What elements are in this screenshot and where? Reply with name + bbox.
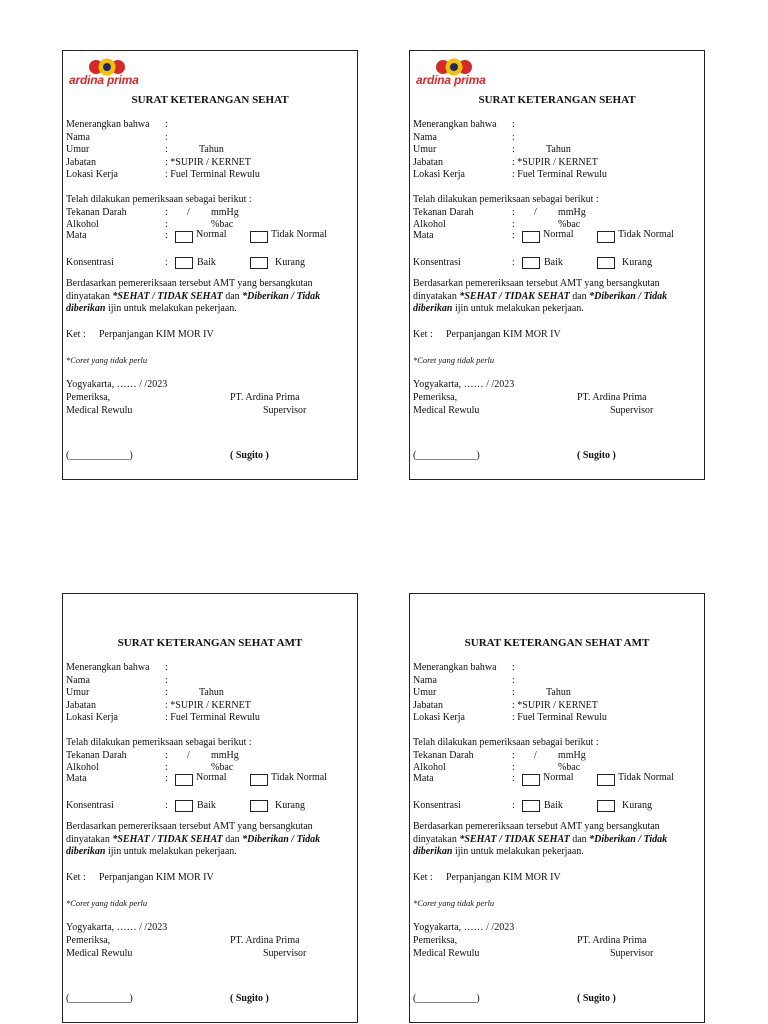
mata-normal-label: Normal <box>543 228 574 240</box>
label-lokasi-kerja: Lokasi Kerja <box>66 169 118 180</box>
certificate-card <box>62 593 358 1023</box>
label-lokasi-kerja: Lokasi Kerja <box>413 712 465 723</box>
konsentrasi-kurang-checkbox[interactable] <box>250 257 268 269</box>
label-menerangkan: Menerangkan bahwa <box>413 662 497 673</box>
konsentrasi-baik-checkbox[interactable] <box>522 257 540 269</box>
statement-paragraph <box>413 278 701 316</box>
coret-note: *Coret yang tidak perlu <box>66 898 148 908</box>
exam-intro: Telah dilakukan pemeriksaan sebagai berikut : <box>413 737 599 748</box>
statement-text: Berdasarkan pemereriksaan tersebut AMT yang bersangkutan dinyatakan <box>66 821 313 845</box>
document-title: SURAT KETERANGAN SEHAT <box>131 94 289 106</box>
label-lokasi-kerja: Lokasi Kerja <box>66 712 118 723</box>
label-nama: Nama <box>413 131 437 143</box>
company-label: PT. Ardina Prima <box>577 391 647 403</box>
colon: : <box>512 800 515 811</box>
logo-wordmark: ardina prima <box>416 73 486 87</box>
mata-normal-checkbox[interactable] <box>175 231 193 243</box>
ket-value: Perpanjangan KIM MOR IV <box>446 872 561 883</box>
ardina-prima-logo <box>414 57 498 89</box>
pemeriksa-label: Pemeriksa, <box>66 934 111 946</box>
colon: : <box>512 674 515 686</box>
ket-value: Perpanjangan KIM MOR IV <box>99 872 214 883</box>
label-menerangkan: Menerangkan bahwa <box>66 119 150 130</box>
ket-value: Perpanjangan KIM MOR IV <box>446 329 561 340</box>
mata-tidak-normal-label: Tidak Normal <box>618 771 675 783</box>
tekanan-unit: mmHg <box>211 749 239 761</box>
exam-intro: Telah dilakukan pemeriksaan sebagai berikut : <box>413 194 599 205</box>
certificate-card <box>409 593 705 1023</box>
examiner-signature-line: (____________) <box>66 450 133 461</box>
lokasi-value: : Fuel Terminal Rewulu <box>512 712 607 723</box>
colon: : <box>165 749 168 761</box>
supervisor-signature-name: ( Sugito ) <box>230 993 269 1004</box>
label-menerangkan: Menerangkan bahwa <box>413 119 497 130</box>
label-mata: Mata <box>66 772 87 784</box>
statement-text: ijin untuk melakukan pekerjaan. <box>452 846 584 857</box>
ket-label: Ket : <box>413 329 433 340</box>
label-konsentrasi: Konsentrasi <box>66 257 114 268</box>
konsentrasi-baik-checkbox[interactable] <box>522 800 540 812</box>
konsentrasi-baik-label: Baik <box>544 257 563 268</box>
tekanan-slash: / <box>534 206 537 218</box>
medical-label: Medical Rewulu <box>413 947 480 959</box>
colon: : <box>512 762 515 773</box>
statement-ijin-option: *Diberikan / Tidak diberikan <box>413 290 668 314</box>
mata-tidak-normal-label: Tidak Normal <box>271 771 328 783</box>
colon: : <box>165 119 168 130</box>
certificate-card <box>409 50 705 480</box>
colon: : <box>165 674 168 686</box>
statement-sehat-option: *SEHAT / TIDAK SEHAT <box>459 290 570 302</box>
colon: : <box>512 687 515 698</box>
supervisor-label: Supervisor <box>610 947 654 959</box>
label-mata: Mata <box>66 229 87 241</box>
pemeriksa-label: Pemeriksa, <box>66 391 111 403</box>
document-title: SURAT KETERANGAN SEHAT AMT <box>464 637 650 649</box>
label-umur: Umur <box>66 144 90 155</box>
statement-paragraph <box>66 821 354 859</box>
logo-wordmark: ardina prima <box>69 73 139 87</box>
document-title: SURAT KETERANGAN SEHAT <box>478 94 636 106</box>
tekanan-slash: / <box>534 749 537 761</box>
label-alkohol: Alkohol <box>66 762 99 773</box>
statement-ijin-option: *Diberikan / Tidak diberikan <box>66 833 321 857</box>
tekanan-unit: mmHg <box>211 206 239 218</box>
tekanan-slash: / <box>187 749 190 761</box>
mata-tidak-normal-checkbox[interactable] <box>250 774 268 786</box>
label-tekanan-darah: Tekanan Darah <box>413 749 474 761</box>
place-date: Yogyakarta, …… / /2023 <box>413 922 515 933</box>
alkohol-unit: %bac <box>211 219 234 230</box>
konsentrasi-baik-label: Baik <box>544 800 563 811</box>
jabatan-value: : *SUPIR / KERNET <box>512 156 598 168</box>
colon: : <box>165 131 168 143</box>
umur-unit: Tahun <box>199 687 224 698</box>
konsentrasi-baik-label: Baik <box>197 800 216 811</box>
colon: : <box>512 219 515 230</box>
statement-paragraph <box>413 821 701 859</box>
jabatan-value: : *SUPIR / KERNET <box>165 156 251 168</box>
umur-unit: Tahun <box>199 144 224 155</box>
mata-tidak-normal-checkbox[interactable] <box>597 774 615 786</box>
statement-text: Berdasarkan pemereriksaan tersebut AMT yang bersangkutan dinyatakan <box>66 278 313 302</box>
tekanan-unit: mmHg <box>558 749 586 761</box>
colon: : <box>512 749 515 761</box>
examiner-signature-line: (____________) <box>413 450 480 461</box>
alkohol-unit: %bac <box>211 762 234 773</box>
colon: : <box>165 772 168 784</box>
pemeriksa-label: Pemeriksa, <box>413 934 458 946</box>
statement-paragraph <box>66 278 354 316</box>
statement-ijin-option: *Diberikan / Tidak diberikan <box>66 290 321 314</box>
colon: : <box>512 662 515 673</box>
supervisor-label: Supervisor <box>263 947 307 959</box>
company-label: PT. Ardina Prima <box>230 934 300 946</box>
jabatan-value: : *SUPIR / KERNET <box>512 699 598 711</box>
mata-normal-checkbox[interactable] <box>522 774 540 786</box>
ardina-prima-logo <box>67 57 151 89</box>
statement-ijin-option: *Diberikan / Tidak diberikan <box>413 833 668 857</box>
label-menerangkan: Menerangkan bahwa <box>66 662 150 673</box>
konsentrasi-kurang-checkbox[interactable] <box>597 257 615 269</box>
label-jabatan: Jabatan <box>413 699 443 711</box>
label-tekanan-darah: Tekanan Darah <box>66 206 127 218</box>
coret-note: *Coret yang tidak perlu <box>66 355 148 365</box>
mata-tidak-normal-checkbox[interactable] <box>597 231 615 243</box>
lokasi-value: : Fuel Terminal Rewulu <box>512 169 607 180</box>
colon: : <box>512 229 515 241</box>
jabatan-value: : *SUPIR / KERNET <box>165 699 251 711</box>
mata-normal-checkbox[interactable] <box>522 231 540 243</box>
label-jabatan: Jabatan <box>66 699 96 711</box>
statement-sehat-option: *SEHAT / TIDAK SEHAT <box>459 833 570 845</box>
label-lokasi-kerja: Lokasi Kerja <box>413 169 465 180</box>
place-date: Yogyakarta, …… / /2023 <box>413 379 515 390</box>
colon: : <box>512 772 515 784</box>
label-konsentrasi: Konsentrasi <box>413 800 461 811</box>
label-nama: Nama <box>66 674 90 686</box>
ket-label: Ket : <box>66 872 86 883</box>
konsentrasi-baik-checkbox[interactable] <box>175 257 193 269</box>
statement-text: ijin untuk melakukan pekerjaan. <box>105 846 237 857</box>
statement-text: dan <box>222 833 243 845</box>
colon: : <box>165 229 168 241</box>
certificate-card <box>62 50 358 480</box>
exam-intro: Telah dilakukan pemeriksaan sebagai berikut : <box>66 194 252 205</box>
label-alkohol: Alkohol <box>413 219 446 230</box>
umur-unit: Tahun <box>546 144 571 155</box>
tekanan-unit: mmHg <box>558 206 586 218</box>
statement-text: ijin untuk melakukan pekerjaan. <box>105 303 237 314</box>
alkohol-unit: %bac <box>558 219 581 230</box>
mata-normal-checkbox[interactable] <box>175 774 193 786</box>
colon: : <box>512 206 515 218</box>
colon: : <box>512 257 515 268</box>
label-konsentrasi: Konsentrasi <box>413 257 461 268</box>
label-nama: Nama <box>413 674 437 686</box>
label-mata: Mata <box>413 772 434 784</box>
konsentrasi-kurang-label: Kurang <box>275 800 305 811</box>
konsentrasi-kurang-label: Kurang <box>622 257 652 268</box>
pemeriksa-label: Pemeriksa, <box>413 391 458 403</box>
medical-label: Medical Rewulu <box>66 947 133 959</box>
supervisor-signature-name: ( Sugito ) <box>577 993 616 1004</box>
supervisor-label: Supervisor <box>263 404 307 416</box>
exam-intro: Telah dilakukan pemeriksaan sebagai berikut : <box>66 737 252 748</box>
medical-label: Medical Rewulu <box>413 404 480 416</box>
label-alkohol: Alkohol <box>413 762 446 773</box>
lokasi-value: : Fuel Terminal Rewulu <box>165 169 260 180</box>
statement-text: dan <box>222 290 243 302</box>
place-date: Yogyakarta, …… / /2023 <box>66 379 168 390</box>
konsentrasi-baik-checkbox[interactable] <box>175 800 193 812</box>
mata-tidak-normal-label: Tidak Normal <box>271 228 328 240</box>
mata-normal-label: Normal <box>543 771 574 783</box>
ket-label: Ket : <box>413 872 433 883</box>
colon: : <box>165 206 168 218</box>
statement-text: Berdasarkan pemereriksaan tersebut AMT yang bersangkutan dinyatakan <box>413 821 660 845</box>
lokasi-value: : Fuel Terminal Rewulu <box>165 712 260 723</box>
document-title: SURAT KETERANGAN SEHAT AMT <box>117 637 303 649</box>
coret-note: *Coret yang tidak perlu <box>413 898 495 908</box>
company-label: PT. Ardina Prima <box>230 391 300 403</box>
colon: : <box>165 762 168 773</box>
konsentrasi-kurang-label: Kurang <box>622 800 652 811</box>
ket-label: Ket : <box>66 329 86 340</box>
examiner-signature-line: (____________) <box>66 993 133 1004</box>
konsentrasi-kurang-checkbox[interactable] <box>250 800 268 812</box>
company-label: PT. Ardina Prima <box>577 934 647 946</box>
konsentrasi-kurang-label: Kurang <box>275 257 305 268</box>
supervisor-signature-name: ( Sugito ) <box>577 450 616 461</box>
statement-text: dan <box>569 290 590 302</box>
label-mata: Mata <box>413 229 434 241</box>
label-nama: Nama <box>66 131 90 143</box>
colon: : <box>165 687 168 698</box>
supervisor-label: Supervisor <box>610 404 654 416</box>
mata-normal-label: Normal <box>196 228 227 240</box>
label-tekanan-darah: Tekanan Darah <box>66 749 127 761</box>
umur-unit: Tahun <box>546 687 571 698</box>
label-konsentrasi: Konsentrasi <box>66 800 114 811</box>
colon: : <box>165 144 168 155</box>
label-tekanan-darah: Tekanan Darah <box>413 206 474 218</box>
label-jabatan: Jabatan <box>66 156 96 168</box>
colon: : <box>165 257 168 268</box>
label-umur: Umur <box>413 687 437 698</box>
konsentrasi-kurang-checkbox[interactable] <box>597 800 615 812</box>
konsentrasi-baik-label: Baik <box>197 257 216 268</box>
mata-tidak-normal-label: Tidak Normal <box>618 228 675 240</box>
ket-value: Perpanjangan KIM MOR IV <box>99 329 214 340</box>
statement-sehat-option: *SEHAT / TIDAK SEHAT <box>112 290 223 302</box>
colon: : <box>165 800 168 811</box>
statement-text: dan <box>569 833 590 845</box>
label-umur: Umur <box>66 687 90 698</box>
coret-note: *Coret yang tidak perlu <box>413 355 495 365</box>
label-alkohol: Alkohol <box>66 219 99 230</box>
place-date: Yogyakarta, …… / /2023 <box>66 922 168 933</box>
colon: : <box>512 119 515 130</box>
alkohol-unit: %bac <box>558 762 581 773</box>
medical-label: Medical Rewulu <box>66 404 133 416</box>
mata-normal-label: Normal <box>196 771 227 783</box>
examiner-signature-line: (____________) <box>413 993 480 1004</box>
statement-sehat-option: *SEHAT / TIDAK SEHAT <box>112 833 223 845</box>
colon: : <box>165 662 168 673</box>
colon: : <box>165 219 168 230</box>
colon: : <box>512 144 515 155</box>
statement-text: ijin untuk melakukan pekerjaan. <box>452 303 584 314</box>
statement-text: Berdasarkan pemereriksaan tersebut AMT yang bersangkutan dinyatakan <box>413 278 660 302</box>
supervisor-signature-name: ( Sugito ) <box>230 450 269 461</box>
colon: : <box>512 131 515 143</box>
mata-tidak-normal-checkbox[interactable] <box>250 231 268 243</box>
tekanan-slash: / <box>187 206 190 218</box>
label-umur: Umur <box>413 144 437 155</box>
label-jabatan: Jabatan <box>413 156 443 168</box>
